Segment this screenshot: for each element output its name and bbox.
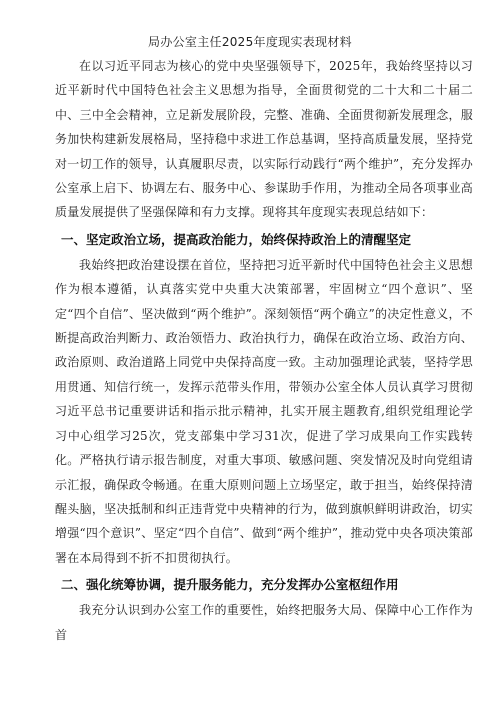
intro-paragraph: 在以习近平同志为核心的党中央坚强领导下，2025年，我始终坚持以习近平新时代中国特色社会主义思想为指导，全面贯彻党的二十大和二十届二中、三中全会精神，立足新发展阶段，完整、准确、全面贯彻新发展理念，服务加快构建新发展格局，坚持稳中求进工作总基调，坚持高质量发展，坚持党对一切工作的领导，认真履职尽责，以实际行动践行“两个维护”，充分发挥办公室承上启下、协调左右、服务中心、参谋助手作用，为推动全局各项事业高质量发展提供了坚强保障和有力支撑。现将其年度现实表现总结如下： — [55, 59, 473, 220]
document-title: 局办公室主任2025年度现实表现材料 — [148, 35, 352, 49]
document-body — [55, 54, 473, 647]
section-body-2: 我充分认识到办公室工作的重要性，始终把服务大局、保障中心工作作为首 — [55, 603, 473, 642]
section-heading-1: 一、坚定政治立场，提高政治能力，始终保持政治上的清醒坚定 — [61, 231, 412, 247]
section-body-1: 我始终把政治建设摆在首位，坚持把习近平新时代中国特色社会主义思想作为根本遵循，认真落实党中央重大决策部署，牢固树立“四个意识”、坚定“四个自信”、坚决做到“两个维护”。深刻领悟“两个确立”的决定性意义，不断提高政治判断力、政治领悟力、政治执行力，确保在政治立场、政治方向、政治原则、政治道路上同党中央保持高度一致。主动加强理论武装，坚持学思用贯通、知信行统一，发挥示范带头作用，带领办公室全体人员认真学习贯彻习近平总书记重要讲话和指示批示精神，扎实开展主题教育,组织党组理论学习中心组学习25次，党支部集中学习31次，促进了学习成果向工作实践转化。严格执行请示报告制度，对重大事项、敏感问题、突发情况及时向党组请示汇报，确保政令畅通。在重大原则问题上立场坚定，敢于担当，始终保持清醒头脑，坚决抵制和纠正违背党中央精神的行为，做到旗帜鲜明讲政治，切实增强“四个意识”、坚定“四个自信”、做到“两个维护”，推动党中央各项决策部署在本局得到不折不扣贯彻执行。 — [55, 257, 473, 565]
section-heading-2: 二、强化统筹协调，提升服务能力，充分发挥办公室枢纽作用 — [61, 577, 399, 593]
